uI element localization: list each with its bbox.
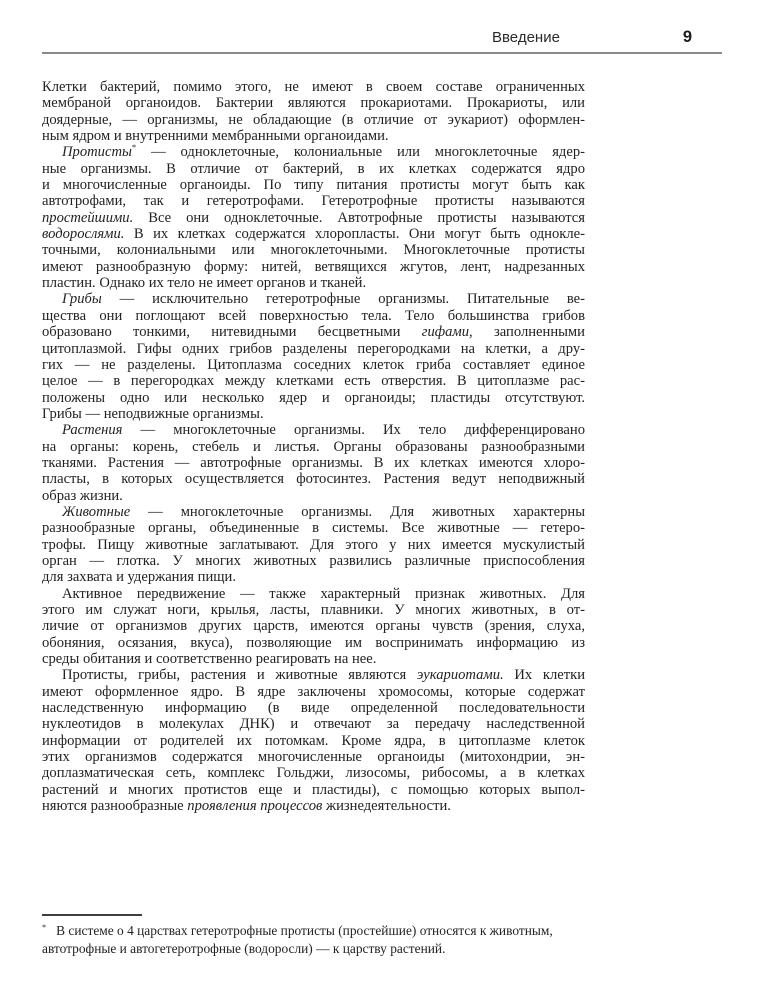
section-title: Введение — [492, 29, 560, 46]
text-line: щества они поглощают всей поверхностью тела. Тело большинства грибов — [42, 307, 585, 324]
text-line: и многочисленные органоиды. По типу питания протисты могут быть как — [42, 177, 585, 194]
text-line: образовано тонкими, нитевидными бесцветными гифами, заполненными — [42, 324, 585, 341]
text-line: Животные — многоклеточные организмы. Для животных характерны — [62, 503, 585, 520]
page-header — [42, 0, 722, 54]
text-line: орган — глотка. У многих животных развились различные приспособления — [42, 552, 585, 569]
text-line: водорослями. В их клетках содержатся хлоропласты. Они могут быть однокле- — [42, 226, 585, 243]
text-line: Грибы — исключительно гетеротрофные организмы. Питательные ве- — [62, 291, 585, 308]
text-line: информации от родителей их потомкам. Кроме ядра, в цитоплазме клеток — [42, 732, 585, 749]
text-line: Клетки бактерий, помимо этого, не имеют в своем составе ограниченных — [42, 79, 585, 95]
paragraph — [42, 586, 585, 668]
text-line: образ жизни. — [42, 487, 123, 504]
text-line: точными, колониальными или многоклеточными. Многоклеточные протисты — [42, 242, 585, 259]
text-line: на органы: корень, стебель и листья. Органы образованы разнообразными — [42, 438, 585, 455]
text-line: для захвата и удержания пищи. — [42, 569, 236, 586]
text-line: простейшими. Все они одноклеточные. Автотрофные протисты называются — [42, 209, 585, 226]
text-line: гих — не разделены. Цитоплазма соседних клеток гриба составляет единое — [42, 356, 585, 373]
text-line: няются разнообразные проявления процессов жизнедеятельности. — [42, 798, 451, 815]
text-line: тканями. Растения — автотрофные организмы. В их клетках имеются хлоро- — [42, 454, 585, 471]
text-line: мембраной органоидов. Бактерии являются прокариотами. Прокариоты, или — [42, 95, 585, 112]
paragraph — [42, 422, 585, 504]
text-line: пласты, в которых осуществляется фотосинтез. Растения ведут неподвижный — [42, 471, 585, 488]
text-line: доядерные, — организмы, не обладающие (в отличие от эукариот) оформлен- — [42, 111, 585, 128]
text-line: наследственную информацию (в виде определенной последовательности — [42, 700, 585, 717]
footnote — [42, 914, 622, 957]
text-line: среды обитания и соответственно реагировать на нее. — [42, 651, 377, 668]
text-line: Протисты, грибы, растения и животные являются эукариотами. Их клетки — [62, 667, 586, 684]
text-line: Протисты* — одноклеточные, колониальные или многоклеточные ядер- — [62, 142, 585, 161]
text-line: положены одно или несколько ядер и органоиды; пластиды отсутствуют. — [42, 389, 585, 406]
text-line: этого им служат ноги, крылья, ласты, плавники. У многих животных, в от- — [42, 602, 585, 618]
paragraph — [42, 79, 585, 144]
text-line: имеют оформленное ядро. В ядре заключены хромосомы, которые содержат — [42, 683, 585, 700]
footnote-rule — [42, 914, 142, 916]
text-line: личие от организмов других царств, имеются органы чувств (зрения, слуха, — [42, 618, 585, 635]
text-line: разнообразные органы, объединенные в системы. Все животные — гетеро- — [42, 520, 585, 537]
text-line: этих организмов содержатся многочисленные органоиды (митохондрии, эн- — [42, 749, 585, 766]
text-line: Активное передвижение — также характерный признак животных. Для — [62, 585, 585, 602]
text-line: обоняния, осязания, вкуса), позволяющие им воспринимать информацию из — [42, 634, 585, 651]
footnote-text — [42, 922, 622, 957]
footnote-marker: * — [42, 922, 47, 932]
text-line: Грибы — неподвижные организмы. — [42, 405, 264, 422]
text-line: Растения — многоклеточные организмы. Их тело дифференцировано — [62, 422, 585, 439]
text-line: ным ядром и внутренними мембранными органоидами. — [42, 128, 389, 145]
text-line: растений и многих протистов еще и пластиды), с помощью которых выпол- — [42, 781, 585, 798]
text-line: трофы. Пищу животные заглатывают. Для этого у них имеется мускулистый — [42, 536, 585, 553]
text-line: автотрофами, так и гетеротрофами. Гетеротрофные протисты называются — [42, 193, 585, 210]
paragraph — [42, 667, 585, 814]
text-line: ные организмы. В отличие от бактерий, в их клетках содержатся ядро — [42, 160, 585, 177]
footnote-ref-marker: * — [131, 142, 137, 153]
text-line: имеют разнообразную форму: нитей, ветвящихся жгутов, лент, надрезанных — [42, 258, 585, 275]
paragraph — [42, 504, 585, 586]
paragraph — [42, 291, 585, 422]
paragraph — [42, 144, 585, 291]
text-line: автотрофные и автогетеротрофные (водоросли) — к царству растений. — [42, 940, 446, 956]
body-text — [42, 79, 585, 814]
text-line: * В системе о 4 царствах гетеротрофные протисты (простейшие) относятся к животным, — [42, 922, 553, 938]
text-line: пластин. Однако их тело не имеет органов и тканей. — [42, 275, 367, 292]
text-line: целое — в перегородках между клетками есть отверстия. В цитоплазме рас- — [42, 373, 585, 390]
text-line: цитоплазмой. Гифы одних грибов разделены перегородками на клетки, а дру- — [42, 340, 585, 357]
text-line: доплазматическая сеть, комплекс Гольджи, лизосомы, рибосомы, а в клетках — [42, 765, 585, 782]
page-number: 9 — [682, 28, 692, 46]
text-line: нуклеотидов в молекулах ДНК) и отвечают за передачу наследственной — [42, 716, 585, 733]
